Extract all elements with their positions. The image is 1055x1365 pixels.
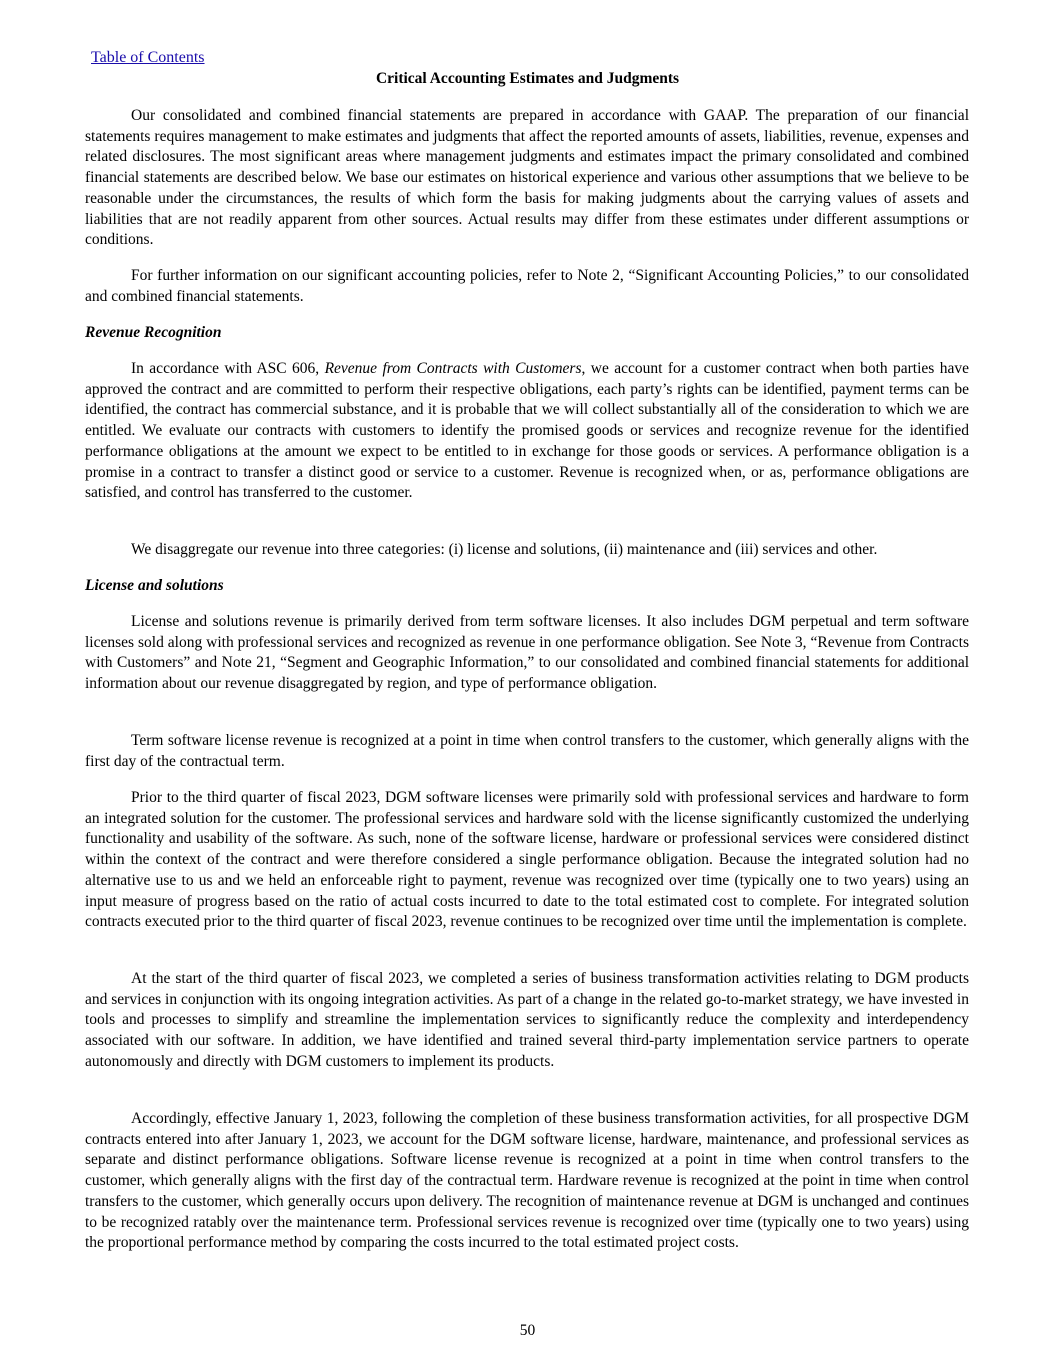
paragraph-prior-q3: Prior to the third quarter of fiscal 2023, DGM software licenses were primarily sold with professional services and hardware to form an integrated solution for the customer. The professional services and hardware sold with the license significantly customized the underlying functionality and usability of the software. As such, none of the software license, hardware or professional services were considered distinct within the context of the contract and were therefore considered a single performance obligation. Because the integrated solution had no alternative use to us and we held an enforceable right to payment, revenue was recognized over time (typically one to two years) using an input measure of progress based on the ratio of actual costs incurred to date to the total estimated cost to complete. For integrated solution contracts executed prior to the third quarter of fiscal 2023, revenue continues to be recognized over time until the implementation is complete. (85, 789, 969, 931)
paragraph-term-license: Term software license revenue is recognized at a point in time when control transfers to the customer, which generally aligns with the first day of the contractual term. (85, 732, 969, 770)
paragraph-transformation: At the start of the third quarter of fiscal 2023, we completed a series of business transformation activities relating to DGM products and services in conjunction with its ongoing integration activities. As part of a change in the related go-to-market strategy, we have invested in tools and processes to simplify and streamline the implementation services to significantly reduce the complexity and interdependency associated with our software. In addition, we have identified and trained several third-party implementation service partners to operate autonomously and directly with DGM customers to implement its products. (85, 970, 969, 1070)
paragraph-policies-reference: For further information on our significant accounting policies, refer to Note 2, “Significant Accounting Policies,” to our consolidated and combined financial statements. (85, 267, 969, 305)
paragraph-asc606 (85, 359, 969, 504)
section-heading: Critical Accounting Estimates and Judgments (375, 70, 680, 87)
subheading-license-solutions: License and solutions (85, 577, 224, 594)
asc606-title: Revenue from Contracts with Customers (324, 360, 582, 377)
asc606-lead-text: In accordance with ASC 606, (131, 360, 325, 377)
paragraph-license-revenue: License and solutions revenue is primarily derived from term software licenses. It also includes DGM perpetual and term software licenses sold along with professional services and recognized as revenue in one performance obligation. See Note 3, “Revenue from Contracts with Customers” and Note 21, “Segment and Geographic Information,” to our consolidated and combined financial statements for additional information about our revenue disaggregated by region, and type of performance obligation. (85, 613, 969, 693)
table-of-contents-link[interactable]: Table of Contents (91, 49, 205, 66)
page-number: 50 (519, 1322, 536, 1339)
paragraph-disaggregation: We disaggregate our revenue into three categories: (i) license and solutions, (ii) maintenance and (iii) services and other. (131, 541, 878, 558)
paragraph-intro: Our consolidated and combined financial statements are prepared in accordance with GAAP. The preparation of our financial statements requires management to make estimates and judgments that affect the reported amounts of assets, liabilities, revenue, expenses and related disclosures. The most significant areas where management judgments and estimates impact the primary consolidated and combined financial statements are described below. We base our estimates on historical experience and various other assumptions that we believe to be reasonable under the circumstances, the results of which form the basis for making judgments about the carrying values of assets and liabilities that are not readily apparent from other sources. Actual results may differ from these estimates under different assumptions or conditions. (85, 107, 969, 249)
asc606-body-text: , we account for a customer contract when both parties have approved the contract and are committed to perform their respective obligations, each party’s rights can be identified, payment terms can be identified, the contract has commercial substance, and it is probable that we will collect substantially all of the consideration to which we are entitled. We evaluate our contracts with customers to identify the promised goods or services and recognize revenue for the identified performance obligations at the amount we expect to be entitled to in exchange for those goods or services. A performance obligation is a promise in a contract to transfer a distinct good or service to a customer. Revenue is recognized when, or as, performance obligations are satisfied, and control has transferred to the customer. (85, 360, 969, 502)
subheading-revenue-recognition: Revenue Recognition (85, 324, 222, 341)
paragraph-effective-2023: Accordingly, effective January 1, 2023, following the completion of these business transformation activities, for all prospective DGM contracts entered into after January 1, 2023, we account for the DGM software license, hardware, maintenance, and professional services as separate and distinct performance obligations. Software license revenue is recognized at a point in time when control transfers to the customer, which generally aligns with the first day of the contractual term. Hardware revenue is recognized at the point in time when control transfers to the customer, which generally occurs upon delivery. The recognition of maintenance revenue at DGM is unchanged and continues to be recognized ratably over the maintenance term. Professional services revenue is recognized over time (typically one to two years) using the proportional performance method by comparing the costs incurred to the total estimated project costs. (85, 1110, 969, 1252)
